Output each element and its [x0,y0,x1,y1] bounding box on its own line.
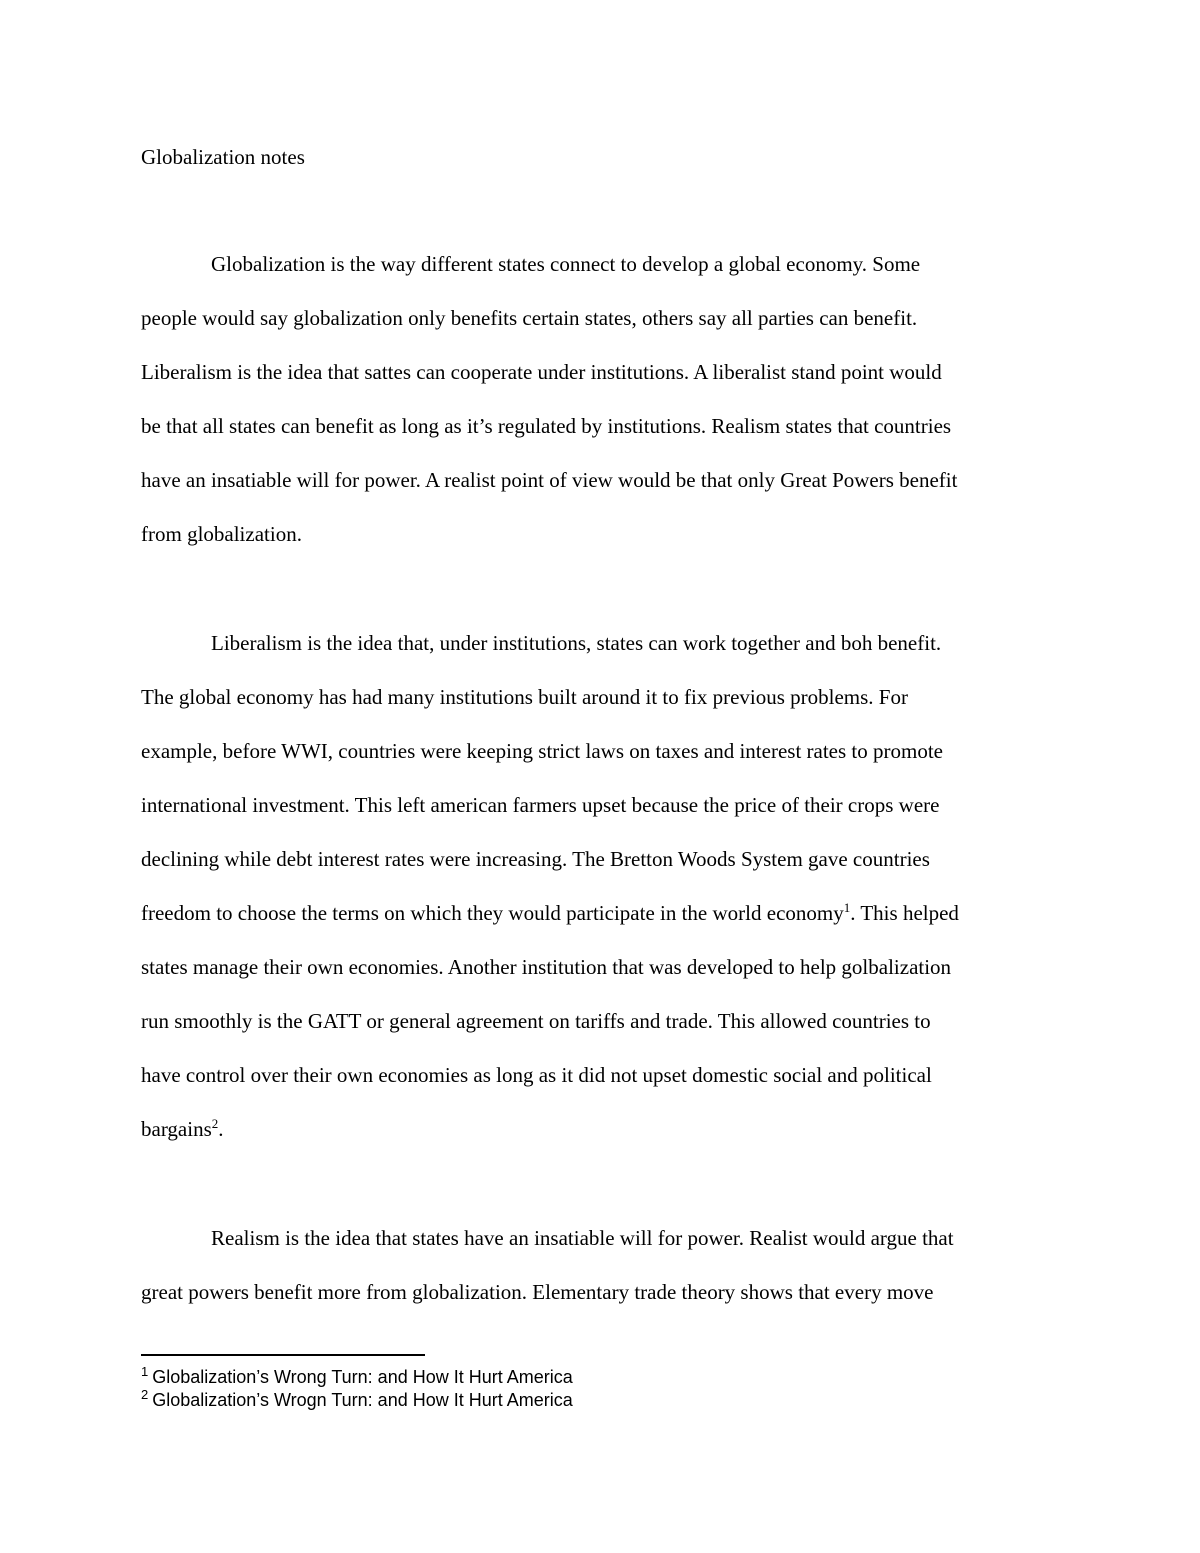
text-line: example, before WWI, countries were keeping strict laws on taxes and interest rates to promote [141,739,943,763]
text-line: from globalization. [141,522,302,546]
text-line: Liberalism is the idea that sattes can cooperate under institutions. A liberalist stand point would [141,360,942,384]
paragraph-liberalism [141,616,1081,1156]
text-segment: . [218,1117,224,1141]
text-line: run smoothly is the GATT or general agreement on tariffs and trade. This allowed countries to [141,1009,931,1033]
footnote-2 [141,1389,573,1412]
footnotes [141,1366,573,1412]
text-segment: freedom to choose the terms on which they would participate in the world economy [141,901,844,925]
text-line: Realism is the idea that states have an insatiable will for power. Realist would argue that [211,1226,954,1250]
footnote-separator [141,1354,425,1356]
text-line: have control over their own economies as long as it did not upset domestic social and political [141,1063,932,1087]
footnote-reference-1[interactable]: 1 [843,900,851,915]
text-line: states manage their own economies. Another institution that was developed to help golbalization [141,955,952,979]
text-line: declining while debt interest rates were increasing. The Bretton Woods System gave countries [141,847,930,871]
text-line [141,886,1081,940]
text-line: Globalization is the way different states connect to develop a global economy. Some [211,252,921,276]
text-line: be that all states can benefit as long as it’s regulated by institutions. Realism states that countries [141,414,952,438]
text-line: international investment. This left american farmers upset because the price of their crops were [141,793,940,817]
text-segment: . This helped [850,901,959,925]
text-line: great powers benefit more from globalization. Elementary trade theory shows that every move [141,1280,934,1304]
footnote-text: Globalization’s Wrogn Turn: and How It Hurt America [152,1390,573,1410]
paragraph-realism [141,1211,1081,1319]
text-line: people would say globalization only benefits certain states, others say all parties can benefit. [141,306,918,330]
paragraph-globalization [141,237,1081,561]
footnote-reference-2[interactable]: 2 [211,1116,219,1131]
text-line: have an insatiable will for power. A realist point of view would be that only Great Powers benefit [141,468,958,492]
text-line: The global economy has had many institutions built around it to fix previous problems. For [141,685,908,709]
document-title: Globalization notes [141,145,305,169]
text-segment: bargains [141,1117,212,1141]
footnote-text: Globalization’s Wrong Turn: and How It Hurt America [152,1367,573,1387]
footnote-1 [141,1366,573,1389]
footnote-mark: 1 [141,1364,149,1379]
text-line: Liberalism is the idea that, under institutions, states can work together and boh benefit. [211,631,942,655]
text-line [141,1102,1081,1156]
footnote-mark: 2 [141,1387,149,1402]
